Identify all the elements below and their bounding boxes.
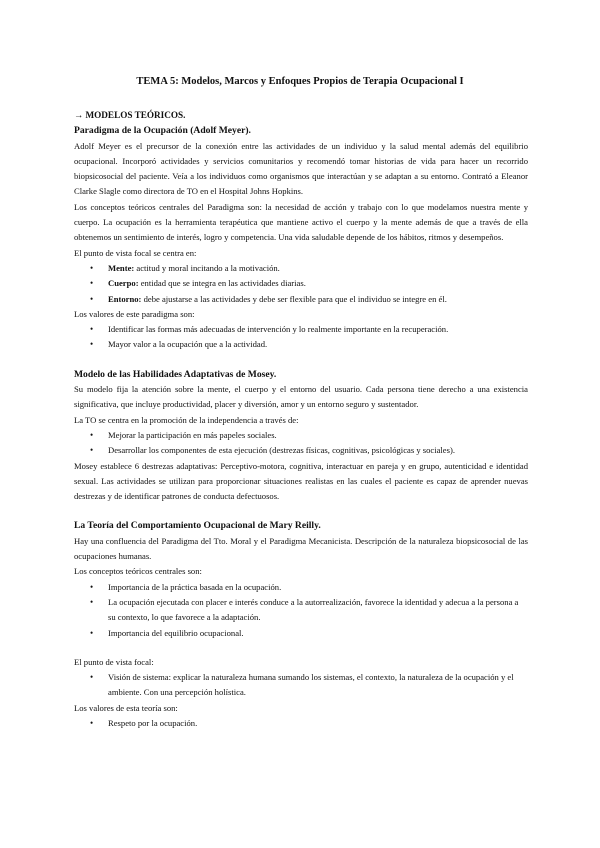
reilly-concepts-intro: Los conceptos teóricos centrales son: xyxy=(74,566,202,577)
mosey-heading: Modelo de las Habilidades Adaptativas de Mosey. xyxy=(74,368,277,380)
list-item: • Cuerpo: entidad que se integra en las actividades diarias. xyxy=(108,276,528,291)
section-heading: → MODELOS TEÓRICOS. xyxy=(74,110,186,120)
mosey-paragraph-1: Su modelo fija la atención sobre la mente, el cuerpo y el entorno del usuario. Cada persona tiene derecho a una existencia significativa, que incluye productividad, placer y diversión, amor y un entorno seguro y sustentador. xyxy=(74,384,528,410)
meyer-paragraph-2: Los conceptos teóricos centrales del Paradigma son: la necesidad de acción y trabajo con lo que modelamos nuestra mente y cuerpo. La ocupación es la herramienta terapéutica que mantiene activo el cuerpo y la mente además de que a través de ella obtenemos un sentimiento de interés, logro y competencia. Una vida saludable depende de los hábitos, ritmos y desempeños. xyxy=(74,201,528,243)
reilly-concepts-list xyxy=(74,580,528,641)
mosey-paragraph-2: La TO se centra en la promoción de la independencia a través de: xyxy=(74,414,299,425)
meyer-focal-list xyxy=(74,261,528,307)
reilly-focal-list xyxy=(74,670,528,701)
meyer-focal-intro: El punto de vista focal se centra en: xyxy=(74,247,197,258)
list-item: • Entorno: debe ajustarse a las actividades y debe ser flexible para que el individuo se integre en él. xyxy=(108,292,528,307)
reilly-paragraph-1: Hay una confluencia del Paradigma del Tto. Moral y el Paradigma Mecanicista. Descripción de la naturaleza biopsicosocial de las ocupaciones humanas. xyxy=(74,535,528,562)
list-item: • Importancia de la práctica basada en la ocupación. xyxy=(108,580,528,595)
mosey-list xyxy=(74,428,528,459)
meyer-heading: Paradigma de la Ocupación (Adolf Meyer). xyxy=(74,125,251,137)
meyer-values-intro: Los valores de este paradigma son: xyxy=(74,308,195,319)
list-item: • Mente: actitud y moral incitando a la motivación. xyxy=(108,261,528,276)
meyer-values-list xyxy=(74,322,528,353)
document-body xyxy=(74,108,528,731)
list-item: • Importancia del equilibrio ocupacional. xyxy=(108,626,528,641)
mosey-paragraph-3: Mosey establece 6 destrezas adaptativas: Perceptivo-motora, cognitiva, interactuar en pareja y en grupo, autenticidad e identidad sexual. Las actividades se utilizan para proporcionar situaciones realistas en las cuales el paciente es capaz de aprender nuevas destrezas y de identificar patrones de conducta defectuosos. xyxy=(74,460,528,502)
reilly-values-intro: Los valores de esta teoría son: xyxy=(74,702,178,713)
reilly-heading: La Teoría del Comportamiento Ocupacional de Mary Reilly. xyxy=(74,520,321,532)
reilly-focal-intro: El punto de vista focal: xyxy=(74,656,154,667)
list-item: • Identificar las formas más adecuadas de intervención y lo realmente importante en la recuperación. xyxy=(108,322,528,337)
reilly-values-list xyxy=(74,716,528,731)
list-item: • Visión de sistema: explicar la naturaleza humana sumando los sistemas, el contexto, la naturaleza de la ocupación y el ambiente. Con una percepción holística. xyxy=(108,670,528,701)
list-item: • Respeto por la ocupación. xyxy=(108,716,528,731)
list-item: • Mejorar la participación en más papeles sociales. xyxy=(108,428,528,443)
meyer-paragraph-1: Adolf Meyer es el precursor de la conexión entre las actividades de un individuo y la salud mental además del equilibrio ocupacional. Incorporó actividades y servicios comunitarios y recomendó tomar historias de vida para hacer un recorrido biopsicosocial del paciente. Veía a los individuos como organismos que interactúan y se adaptan a su entorno. Contrató a Eleanor Clarke Slagle como directora de TO en el Hospital Johns Hopkins. xyxy=(74,140,528,197)
list-item: • La ocupación ejecutada con placer e interés conduce a la autorrealización, favorece la identidad y adecua a la persona a su contexto, lo que favorece a la adaptación. xyxy=(108,595,528,626)
list-item: • Desarrollar los componentes de esta ejecución (destrezas físicas, cognitivas, psicológicas y sociales). xyxy=(108,443,528,458)
list-item: • Mayor valor a la ocupación que a la actividad. xyxy=(108,337,528,352)
document-title: TEMA 5: Modelos, Marcos y Enfoques Propios de Terapia Ocupacional I xyxy=(136,76,464,87)
